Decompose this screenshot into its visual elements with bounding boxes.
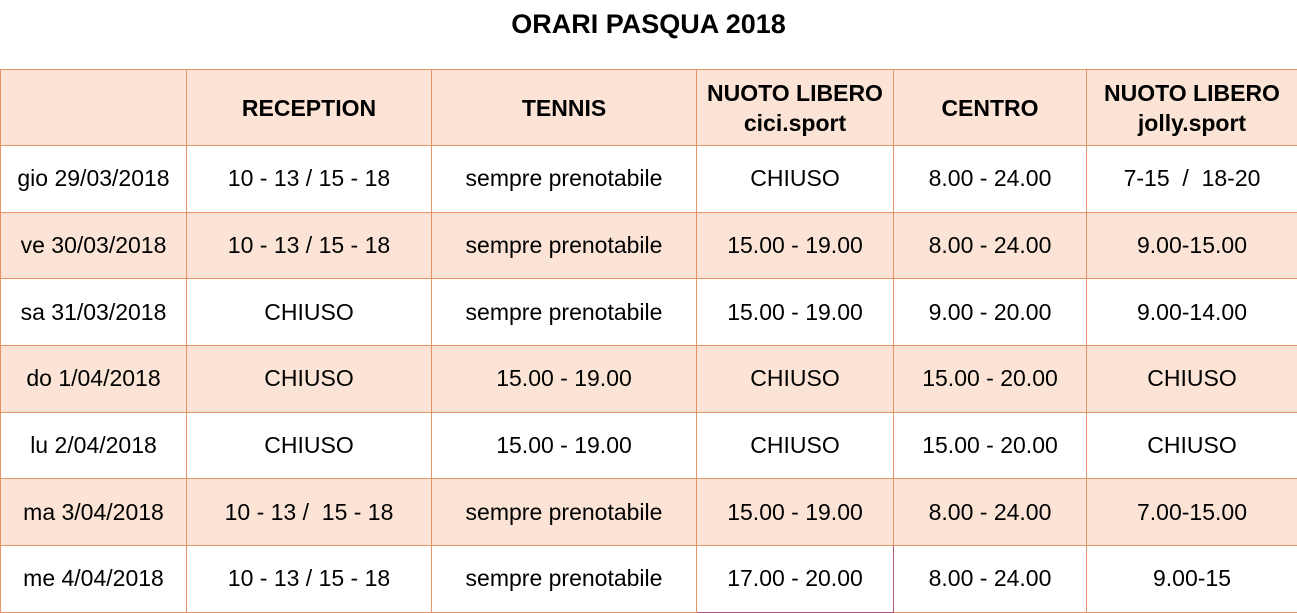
header-cell-tennis: TENNIS [432,70,697,146]
header-cell-reception: RECEPTION [187,70,432,146]
nuoto-jolly-cell: 9.00-15.00 [1087,212,1297,279]
reception-cell: 10 - 13 / 15 - 18 [187,146,432,213]
reception-cell: 10 - 13 / 15 - 18 [187,479,432,546]
nuoto-cici-cell: 15.00 - 19.00 [697,479,894,546]
centro-cell: 9.00 - 20.00 [894,279,1087,346]
date-cell: gio 29/03/2018 [1,146,187,213]
table-row [1,146,1297,213]
nuoto-jolly-cell: 7-15 / 18-20 [1087,146,1297,213]
date-cell: ve 30/03/2018 [1,212,187,279]
table-row [1,279,1297,346]
date-cell: sa 31/03/2018 [1,279,187,346]
centro-cell: 8.00 - 24.00 [894,546,1087,613]
date-cell: me 4/04/2018 [1,546,187,613]
reception-cell: CHIUSO [187,412,432,479]
centro-cell: 8.00 - 24.00 [894,212,1087,279]
tennis-cell: sempre prenotabile [432,212,697,279]
tennis-cell: sempre prenotabile [432,479,697,546]
table-row [1,412,1297,479]
reception-cell: CHIUSO [187,346,432,413]
nuoto-jolly-cell: 9.00-14.00 [1087,279,1297,346]
header-cell-nuoto-jolly: NUOTO LIBERO jolly.sport [1087,70,1297,146]
table-row [1,346,1297,413]
nuoto-cici-cell: CHIUSO [697,412,894,479]
header-cell-centro: CENTRO [894,70,1087,146]
tennis-cell: sempre prenotabile [432,546,697,613]
date-cell: lu 2/04/2018 [1,412,187,479]
nuoto-cici-cell: CHIUSO [697,346,894,413]
nuoto-jolly-cell: CHIUSO [1087,346,1297,413]
nuoto-jolly-cell: CHIUSO [1087,412,1297,479]
centro-cell: 15.00 - 20.00 [894,412,1087,479]
header-row [1,70,1297,146]
tennis-cell: sempre prenotabile [432,146,697,213]
page-title: ORARI PASQUA 2018 [0,0,1297,48]
schedule-table [0,69,1297,613]
reception-cell: CHIUSO [187,279,432,346]
table-row [1,212,1297,279]
nuoto-cici-cell: CHIUSO [697,146,894,213]
nuoto-jolly-cell: 9.00-15 [1087,546,1297,613]
centro-cell: 8.00 - 24.00 [894,479,1087,546]
tennis-cell: sempre prenotabile [432,279,697,346]
nuoto-cici-cell: 17.00 - 20.00 [697,546,894,613]
reception-cell: 10 - 13 / 15 - 18 [187,212,432,279]
header-cell-date [1,70,187,146]
header-cell-nuoto-cici: NUOTO LIBERO cici.sport [697,70,894,146]
nuoto-cici-cell: 15.00 - 19.00 [697,212,894,279]
table-row [1,546,1297,613]
table-row [1,479,1297,546]
centro-cell: 15.00 - 20.00 [894,346,1087,413]
nuoto-jolly-cell: 7.00-15.00 [1087,479,1297,546]
tennis-cell: 15.00 - 19.00 [432,346,697,413]
centro-cell: 8.00 - 24.00 [894,146,1087,213]
tennis-cell: 15.00 - 19.00 [432,412,697,479]
reception-cell: 10 - 13 / 15 - 18 [187,546,432,613]
date-cell: do 1/04/2018 [1,346,187,413]
nuoto-cici-cell: 15.00 - 19.00 [697,279,894,346]
date-cell: ma 3/04/2018 [1,479,187,546]
